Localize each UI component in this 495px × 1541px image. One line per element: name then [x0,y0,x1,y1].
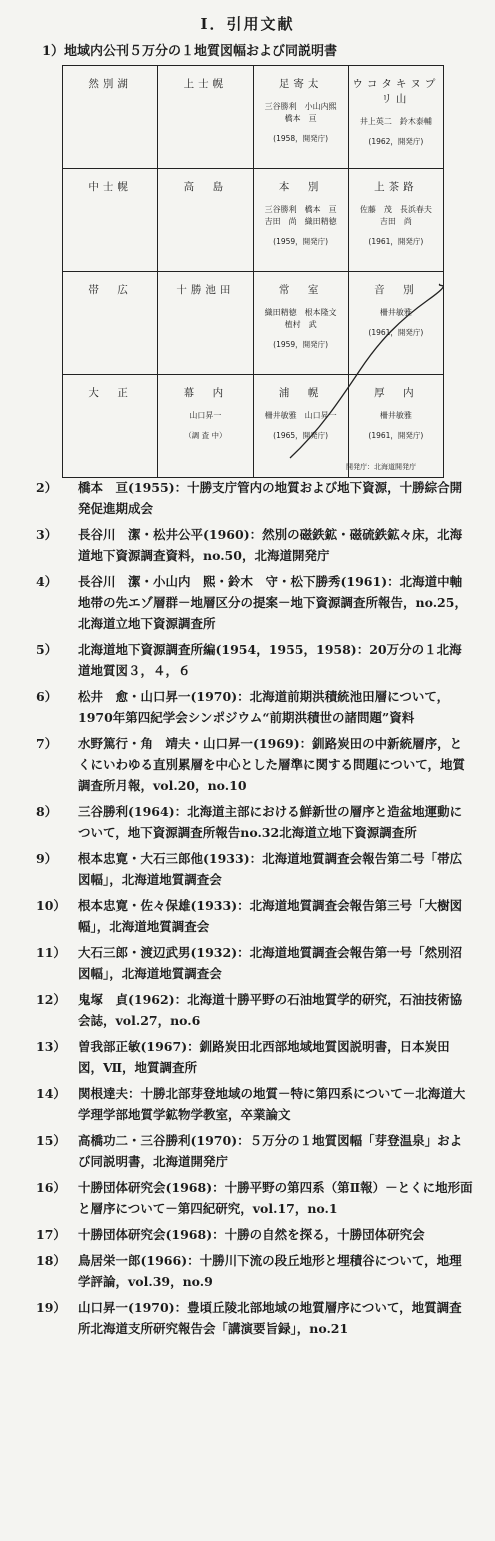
sheet-publication-note: (1959，開発庁) [273,237,329,246]
sheet-publication-note: (1965，開発庁) [273,431,329,440]
sheet-name: 十勝池田 [176,284,235,296]
reference-number: 19） [36,1300,66,1315]
reference-text: 長谷川 潔・小山内 熙・鈴木 守・松下勝秀(1961)：北海道中軸地帯の先エゾ層群－地層区分の提案－地下資源調査所報告，no.25，北海道立地下資源調査所 [78,574,467,631]
sheet-name: 上茶路 [374,181,418,193]
author-line: 佐藤 茂 長浜春夫 [359,205,432,214]
sheet-name: 大 正 [88,387,132,399]
reference-text: 十勝団体研究会(1968)：十勝平野の第四系（第Ⅱ報）－とくに地形面と層序について－第四紀研究，vol.17，no.1 [78,1180,473,1216]
sheet-name: 浦 幌 [278,387,323,399]
sheet-publication-note: （調 査 中） [184,431,227,440]
reference-text: 橋本 亘(1955)：十勝支庁管内の地質および地下資源，十勝綜合開発促進期成会 [78,480,463,516]
reference-item [0,639,495,681]
reference-text: 北海道地下資源調査所編(1954，1955，1958)：20万分の１北海道地質図３，４，６ [78,642,462,678]
sheet-name: 上士幌 [183,78,228,90]
reference-item [0,477,495,519]
reference-number: 16） [36,1180,66,1195]
sheet-name: 厚 内 [374,387,418,399]
reference-number: 12） [36,992,66,1007]
sheet-name: 高 島 [183,181,228,193]
reference-number: 8） [36,804,58,819]
sheet-name: ウコタキヌプリ山 [352,78,440,105]
author-line: 三谷勝利 小山内熙 [264,102,337,111]
reference-number: 14） [36,1086,66,1101]
author-line: 吉田 尚 織田精徳 [264,217,337,226]
sheet-name: 幕 内 [183,387,228,399]
sheet-name: 音 別 [374,284,418,296]
reference-text: 根本忠寛・佐々保雄(1933)：北海道地質調査会報告第三号「大樹図幅」，北海道地質調査会 [78,898,463,934]
sheet-publication-note: (1961，開発庁) [368,237,424,246]
reference-number: 4） [36,574,58,589]
reference-text: 根本忠寛・大石三郎他(1933)：北海道地質調査会報告第二号「帯広図幅」，北海道地質調査会 [78,851,463,887]
author-line: 三谷勝利 橋本 亘 [264,205,337,214]
reference-number: 6） [36,689,58,704]
author-line: 山口昇一 [189,411,222,420]
reference-number: 9） [36,851,58,866]
reference-item [0,895,495,937]
reference-text: 水野篤行・角 靖夫・山口昇一(1969)：釧路炭田の中新統層序，とくにいわゆる直別累層を中心とした層準に関する問題について，地質調査所月報，vol.20，no.10 [78,736,466,793]
sheet-name: 帯 広 [88,284,132,296]
reference-item [0,1224,495,1245]
reference-item [0,848,495,890]
subheading: 1）地域内公刊５万分の１地質図幅および同説明書 [42,44,338,59]
author-line: 柵井敏雅 [379,308,412,317]
section-heading: I．引用文献 [200,15,295,33]
reference-number: 3） [36,527,58,542]
sheet-name: 中士幌 [88,181,132,193]
reference-item [0,1297,495,1339]
reference-item [0,1036,495,1078]
reference-text: 大石三郎・渡辺武男(1932)：北海道地質調査会報告第一号「然別沼図幅」，北海道地質調査会 [78,945,463,981]
reference-item [0,989,495,1031]
sheet-name: 足寄太 [278,78,323,90]
reference-text: 鳥居栄一郎(1966)：十勝川下流の段丘地形と埋積谷について，地理学評論，vol.39，no.9 [78,1253,462,1289]
reference-item [0,801,495,843]
sheet-name: 本 別 [278,181,323,193]
reference-item [0,1130,495,1172]
reference-item [0,942,495,984]
reference-number: 15） [36,1133,66,1148]
reference-item [0,524,495,566]
author-line: 織田精徳 根本隆文 [264,308,337,317]
reference-number: 18） [36,1253,66,1268]
reference-number: 7） [36,736,58,751]
reference-text: 松井 愈・山口昇一(1970)：北海道前期洪積統池田層について，1970年第四紀学会シンポジウム“前期洪積世の諸問題”資料 [78,689,450,725]
reference-text: 高橋功二・三谷勝利(1970)：５万分の１地質図幅「芽登温泉」および同説明書，北海道開発庁 [78,1133,463,1169]
reference-item [0,1083,495,1125]
sheet-publication-note: (1961，開発庁) [368,328,424,337]
author-line: 吉田 尚 [379,217,412,226]
reference-text: 鬼塚 貞(1962)：北海道十勝平野の石油地質学的研究，石油技術協会誌，vol.27，no.6 [78,992,463,1028]
sheet-publication-note: (1961，開発庁) [368,431,424,440]
reference-item [0,571,495,634]
reference-item [0,1177,495,1219]
sheet-name: 然別湖 [88,78,132,90]
author-line: 井上英二 鈴木泰輔 [359,117,432,126]
author-line: 植村 武 [284,320,317,329]
reference-text: 三谷勝利(1964)：北海道主部における鮮新世の層序と造盆地運動について，地下資源調査所報告no.32北海道立地下資源調査所 [78,804,463,840]
reference-text: 関根達夫：十勝北部芽登地域の地質－特に第四系について－北海道大学理学部地質学鉱物学教室，卒業論文 [78,1086,466,1122]
reference-number: 5） [36,642,58,657]
author-line: 柵井敏雅 山口昇一 [264,411,337,420]
sheet-publication-note: (1958，開発庁) [273,134,329,143]
reference-text: 長谷川 潔・松井公平(1960)：然別の磁鉄鉱・磁硫鉄鉱々床，北海道地下資源調査資料，no.50，北海道開発庁 [78,527,463,563]
author-line: 橋本 亘 [284,114,317,123]
abbreviation-legend: 開発庁：北海道開発庁 [346,463,416,471]
reference-number: 2） [36,480,58,495]
reference-item [0,686,495,728]
reference-text: 曽我部正敏(1967)：釧路炭田北西部地域地質図説明書，日本炭田図，Ⅶ，地質調査所 [78,1039,450,1075]
sheet-publication-note: (1959，開発庁) [273,340,329,349]
reference-number: 13） [36,1039,66,1054]
reference-item [0,733,495,796]
reference-item [0,1250,495,1292]
reference-text: 十勝団体研究会(1968)：十勝の自然を探る，十勝団体研究会 [78,1227,425,1242]
sheet-publication-note: (1962，開発庁) [368,137,424,146]
author-line: 柵井敏雅 [379,411,412,420]
sheet-name: 常 室 [278,284,323,296]
reference-number: 11） [36,945,66,960]
reference-text: 山口昇一(1970)：豊頃丘陵北部地域の地質層序について，地質調査所北海道支所研究報告会「講演要旨録」，no.21 [78,1300,462,1336]
boundary-line [0,0,495,541]
reference-list [0,477,495,1344]
reference-number: 10） [36,898,66,913]
reference-number: 17） [36,1227,66,1242]
